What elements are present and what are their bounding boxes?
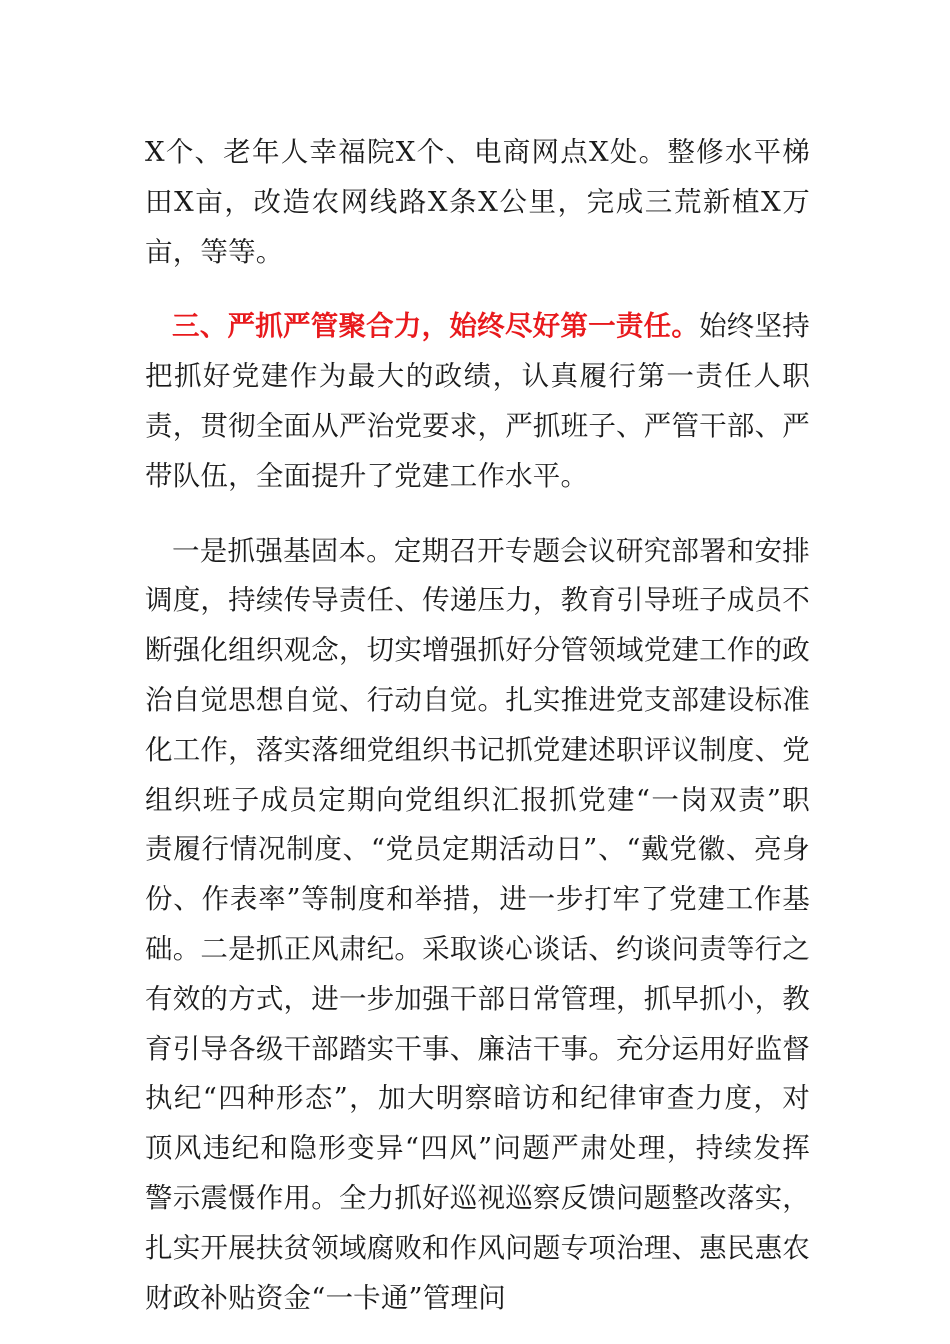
document-page [145, 128, 810, 1323]
section-heading: 三、严抓严管聚合力，始终尽好第一责任。 [172, 310, 700, 343]
paragraph-details: 一是抓强基固本。定期召开专题会议研究部署和安排调度，持续传导责任、传递压力，教育引导班子成员不断强化组织观念，切实增强抓好分管领域党建工作的政治自觉思想自觉、行动自觉。扎实推进党支部建设标准化工作，落实落细党组织书记抓党建述职评议制度、党组织班子成员定期向党组织汇报抓党建“一岗双责”职责履行情况制度、“党员定期活动日”、“戴党徽、亮身份、作表率”等制度和举措，进一步打牢了党建工作基础。二是抓正风肃纪。采取谈心谈话、约谈问责等行之有效的方式，进一步加强干部日常管理，抓早抓小，教育引导各级干部踏实干事、廉洁干事。充分运用好监督执纪“四种形态”，加大明察暗访和纪律审查力度，对顶风违纪和隐形变异“四风”问题严肃处理，持续发挥警示震慑作用。全力抓好巡视巡察反馈问题整改落实，扎实开展扶贫领域腐败和作风问题专项治理、惠民惠农财政补贴资金“一卡通”管理问 [145, 534, 810, 1314]
paragraph-section-three [145, 302, 810, 501]
paragraph-continuation: X个、老年人幸福院X个、电商网点X处。整修水平梯田X亩，改造农网线路X条X公里，完成三荒新植X万亩，等等。 [145, 136, 810, 268]
section-body: 始终坚持把抓好党建作为最大的政绩，认真履行第一责任人职责，贯彻全面从严治党要求，严抓班子、严管干部、严带队伍，全面提升了党建工作水平。 [145, 310, 810, 492]
